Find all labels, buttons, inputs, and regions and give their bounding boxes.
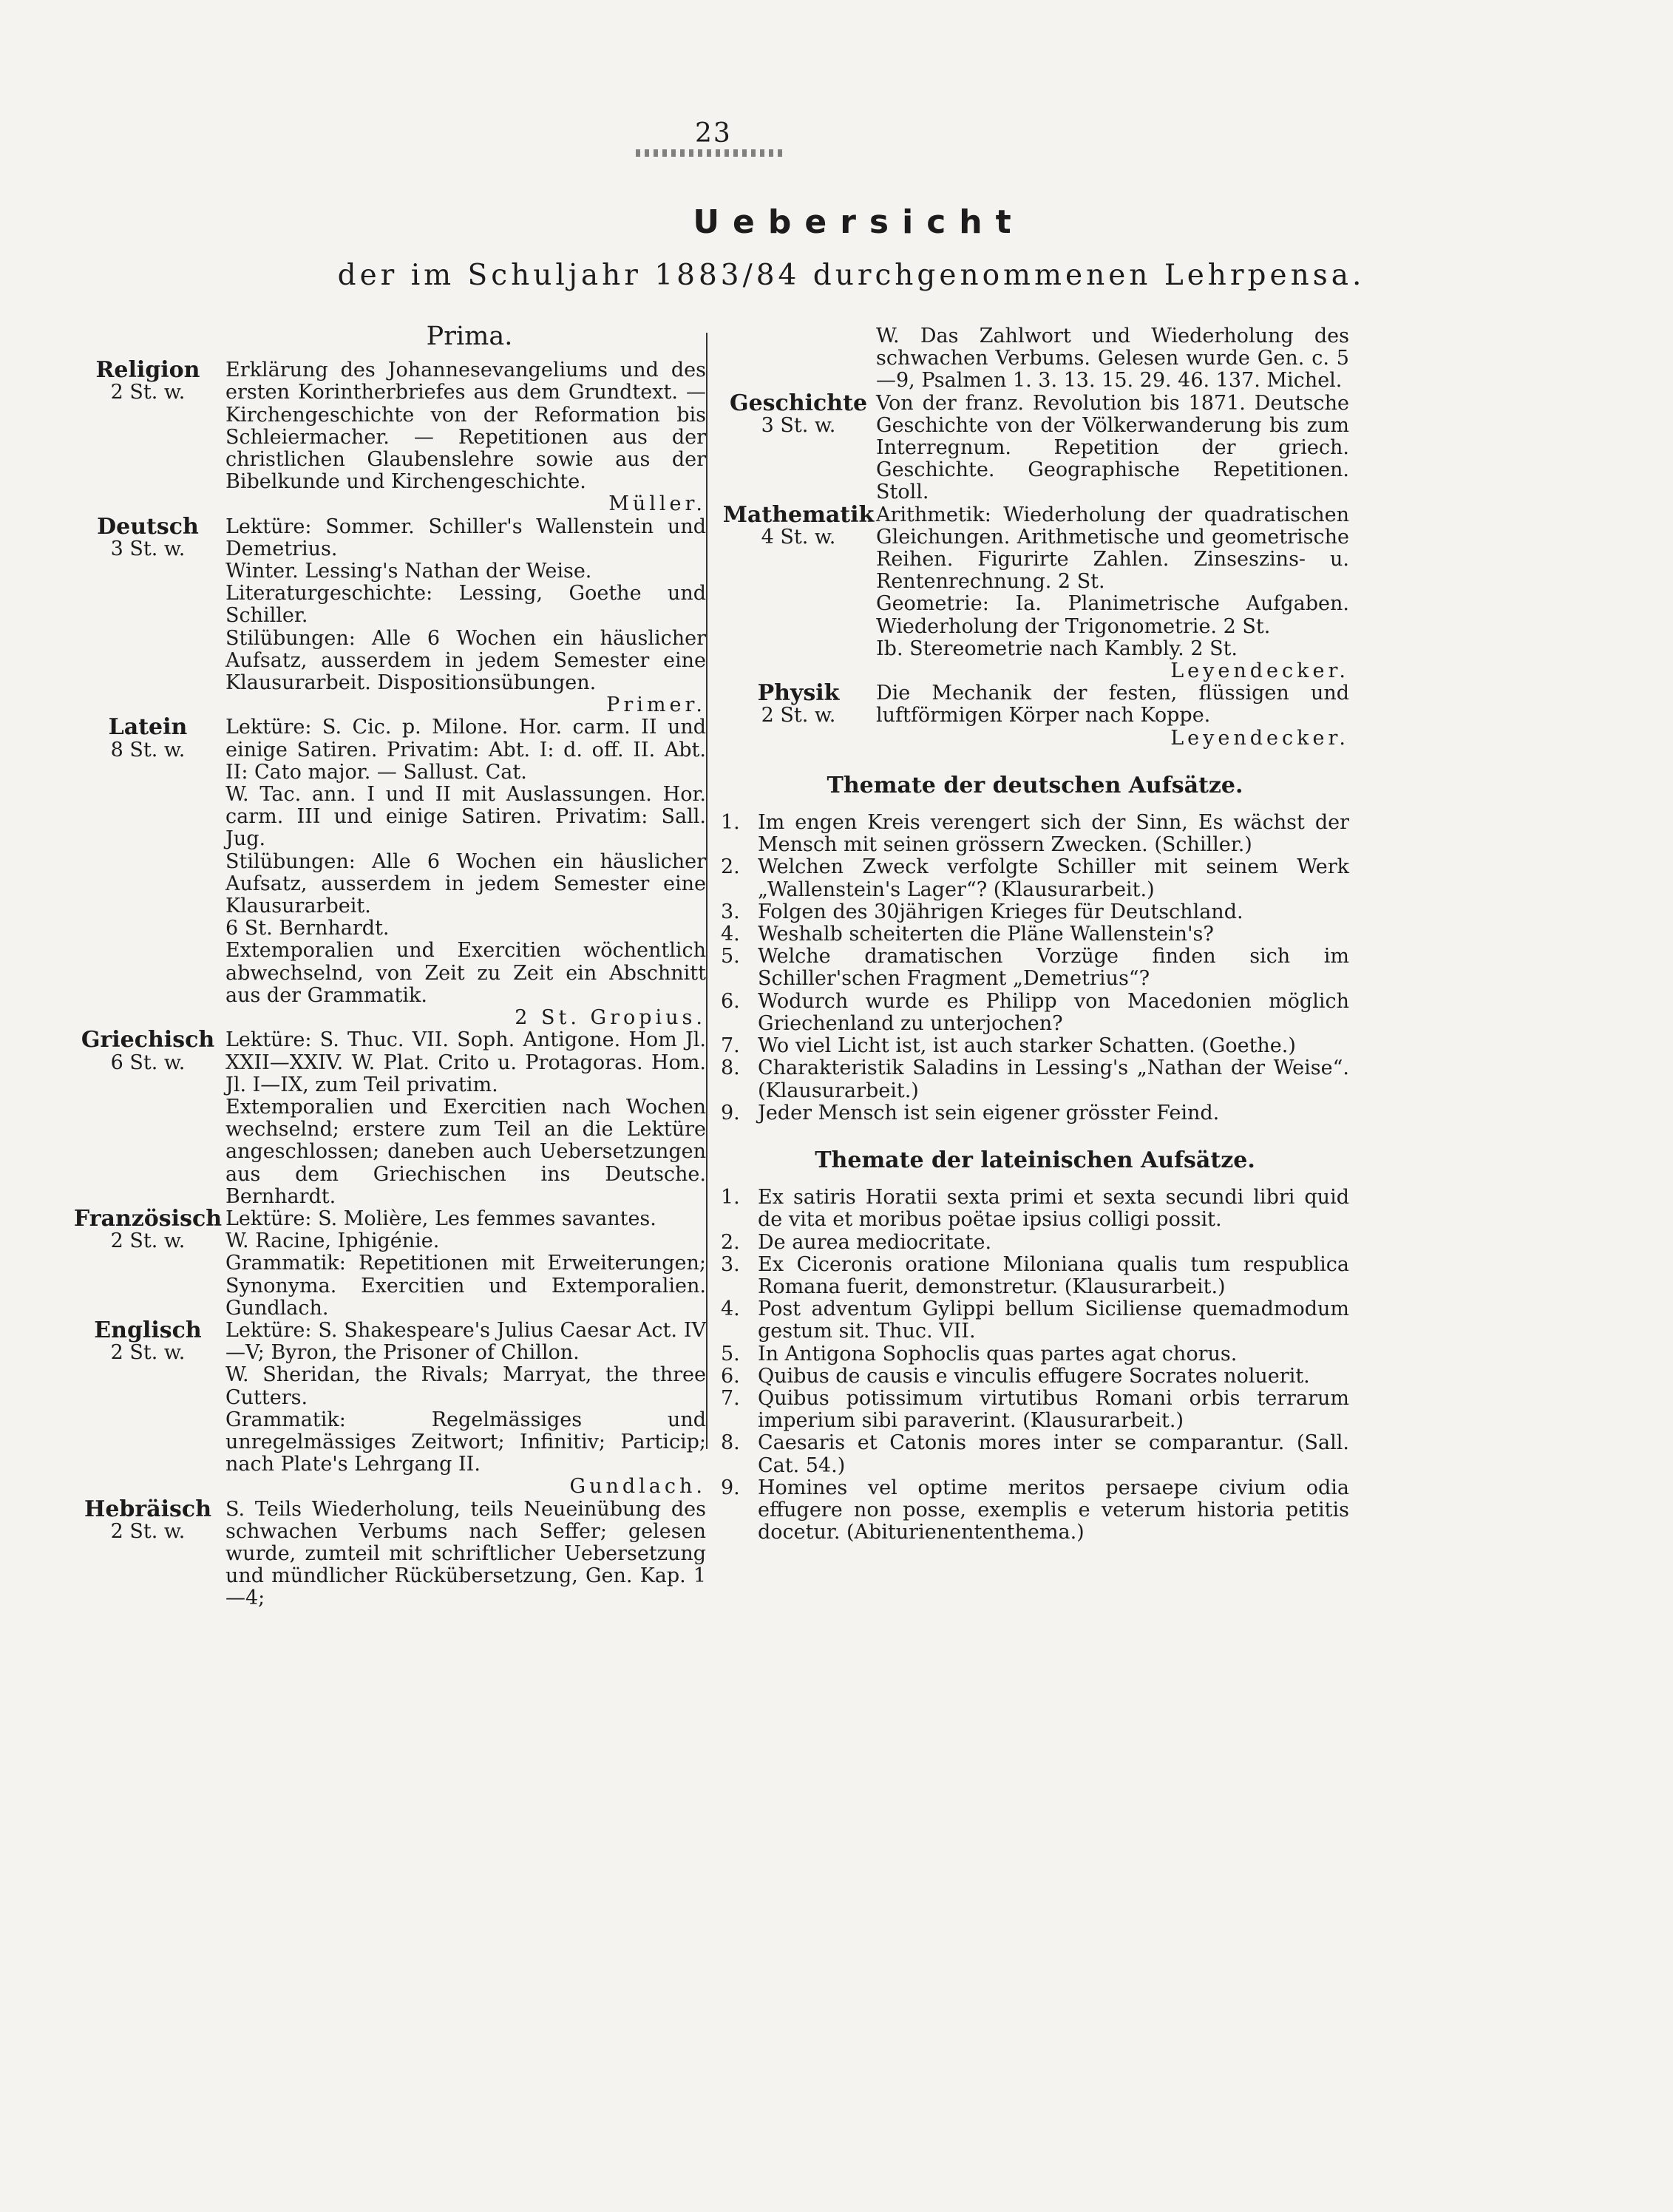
theme-item bbox=[721, 1432, 1349, 1476]
theme-text: In Antigona Sophoclis quas partes agat chorus. bbox=[758, 1342, 1238, 1365]
theme-item bbox=[721, 1232, 1349, 1254]
subject-entry bbox=[721, 390, 1349, 504]
teacher-name: Leyendecker. bbox=[1170, 726, 1349, 750]
left-column bbox=[70, 322, 706, 1610]
subject-line: Lektüre: S. Cic. p. Milone. Hor. carm. II und einige Satiren. Privatim: Abt. I: d. off. II. Abt. II: Cato major. — Sallust. Cat. bbox=[225, 716, 706, 784]
theme-text: Folgen des 30jährigen Krieges für Deutschland. bbox=[758, 900, 1243, 923]
theme-number: 6. bbox=[721, 989, 740, 1013]
subject-line: Stilübungen: Alle 6 Wochen ein häuslicher Aufsatz, ausserdem in jedem Semester eine Klausurarbeit. bbox=[225, 849, 706, 918]
subject-label bbox=[721, 325, 876, 393]
theme-number: 7. bbox=[721, 1386, 740, 1410]
subject-entry bbox=[70, 359, 706, 515]
subject-hours: 8 St. w. bbox=[110, 738, 186, 761]
subject-hours: 2 St. w. bbox=[761, 704, 836, 727]
theme-item bbox=[721, 1298, 1349, 1343]
subject-line: Lektüre: Sommer. Schiller's Wallenstein und Demetrius. bbox=[225, 515, 706, 560]
subject-line: W. Tac. ann. I und II mit Auslassungen. Hor. carm. III und einige Satiren. Privatim: Sall. Jug. bbox=[225, 783, 706, 851]
theme-number: 1. bbox=[721, 811, 740, 835]
subject-name: Mathematik bbox=[722, 501, 875, 528]
theme-item bbox=[721, 923, 1349, 946]
subject-label bbox=[70, 716, 225, 1029]
theme-number: 2. bbox=[721, 1230, 740, 1254]
subject-name: Hebräisch bbox=[84, 1496, 212, 1522]
subject-name: Geschichte bbox=[729, 390, 868, 416]
german-themes-list bbox=[721, 812, 1349, 1124]
subject-body bbox=[876, 682, 1349, 750]
theme-item bbox=[721, 1035, 1349, 1057]
subject-label bbox=[70, 1029, 225, 1208]
subject-body bbox=[225, 716, 706, 1029]
subject-line: Arithmetik: Wiederholung der quadratischen Gleichungen. Arithmetische und geometrische Reihen. Figurirte Zahlen. Zinseszins- u. Rentenrechnung. 2 St. bbox=[876, 503, 1349, 594]
teacher-name: Gundlach. bbox=[569, 1475, 706, 1499]
subject-entry bbox=[721, 325, 1349, 393]
theme-item bbox=[721, 1365, 1349, 1388]
theme-text: Charakteristik Saladins in Lessing's „Nathan der Weise“. (Klausurarbeit.) bbox=[758, 1056, 1349, 1102]
theme-text: Post adventum Gylippi bellum Siciliense quemadmodum gestum sit. Thuc. VII. bbox=[758, 1297, 1349, 1343]
subject-line: Die Mechanik der festen, flüssigen und luftförmigen Körper nach Koppe. bbox=[876, 682, 1349, 727]
theme-item bbox=[721, 856, 1349, 900]
latin-themes-list bbox=[721, 1187, 1349, 1544]
page-number-text: 23 bbox=[695, 118, 732, 149]
subject-body bbox=[225, 516, 706, 717]
subject-entry bbox=[721, 682, 1349, 750]
subject-name: Latein bbox=[108, 714, 188, 741]
subject-line: Extemporalien und Exercitien nach Wochen wechselnd; erstere zum Teil an die Lektüre angeschlossen; daneben auch Uebersetzungen aus dem Griechischen ins Deutsche. Bernhardt. bbox=[225, 1095, 706, 1208]
theme-number: 2. bbox=[721, 855, 740, 879]
subject-line: Grammatik: Repetitionen mit Erweiterungen; Synonyma. Exercitien und Extemporalien. Gundlach. bbox=[225, 1252, 706, 1320]
subject-entry bbox=[70, 1317, 706, 1499]
german-themes-heading: Themate der deutschen Aufsätze. bbox=[827, 772, 1243, 798]
subject-label bbox=[70, 359, 225, 515]
page-number-ornament bbox=[636, 149, 784, 157]
subject-label bbox=[70, 1496, 225, 1610]
theme-text: Caesaris et Catonis mores inter se comparantur. (Sall. Cat. 54.) bbox=[758, 1431, 1349, 1477]
subject-name: Englisch bbox=[94, 1317, 202, 1343]
theme-number: 8. bbox=[721, 1056, 740, 1080]
theme-number: 3. bbox=[721, 1252, 740, 1276]
subject-name: Deutsch bbox=[97, 513, 199, 540]
subject-name: Französisch bbox=[73, 1205, 223, 1232]
subject-line: W. Sheridan, the Rivals; Marryat, the three Cutters. bbox=[225, 1363, 706, 1409]
theme-text: Welche dramatischen Vorzüge finden sich im Schiller'schen Fragment „Demetrius“? bbox=[758, 945, 1349, 991]
subject-entry bbox=[70, 1029, 706, 1208]
subject-line: Literaturgeschichte: Lessing, Goethe und Schiller. bbox=[225, 582, 706, 628]
subject-hours: 6 St. w. bbox=[110, 1051, 186, 1074]
teacher-name: Leyendecker. bbox=[1170, 659, 1349, 683]
page-subtitle: der im Schuljahr 1883/84 durchgenommenen Lehrpensa. bbox=[337, 259, 1365, 292]
subject-body bbox=[876, 325, 1349, 393]
page-title: Uebersicht bbox=[693, 203, 1025, 241]
subject-line: Winter. Lessing's Nathan der Weise. bbox=[225, 560, 592, 583]
left-entries bbox=[70, 359, 706, 1609]
theme-item bbox=[721, 1057, 1349, 1102]
theme-number: 6. bbox=[721, 1364, 740, 1388]
column-divider bbox=[706, 333, 707, 1449]
subject-body bbox=[876, 504, 1349, 683]
subject-line: Lektüre: S. Thuc. VII. Soph. Antigone. Hom Jl. XXII—XXIV. W. Plat. Crito u. Protagoras. Hom. Jl. I—IX, zum Teil privatim. bbox=[225, 1028, 706, 1096]
subject-line: Von der franz. Revolution bis 1871. Deutsche Geschichte von der Völkerwanderung bis zum Interregnum. Repetition der griech. Geschichte. Geographische Repetitionen. Stoll. bbox=[876, 391, 1349, 504]
theme-number: 1. bbox=[721, 1186, 740, 1210]
subject-name: Religion bbox=[95, 357, 200, 384]
subject-line: Extemporalien und Exercitien wöchentlich abwechselnd, von Zeit zu Zeit ein Abschnitt aus der Grammatik. bbox=[225, 939, 706, 1007]
subject-label bbox=[721, 501, 876, 683]
theme-number: 5. bbox=[721, 945, 740, 968]
subject-line: Lektüre: S. Shakespeare's Julius Caesar Act. IV—V; Byron, the Prisoner of Chillon. bbox=[225, 1318, 706, 1365]
theme-text: Welchen Zweck verfolgte Schiller mit seinem Werk „Wallenstein's Lager“? (Klausurarbeit.) bbox=[758, 855, 1349, 901]
theme-text: Wodurch wurde es Philipp von Macedonien möglich Griechenland zu unterjochen? bbox=[758, 989, 1349, 1035]
theme-text: Quibus potissimum virtutibus Romani orbis terrarum imperium sibi paraverint. (Klausurarbeit.) bbox=[758, 1386, 1349, 1433]
theme-text: Wo viel Licht ist, ist auch starker Schatten. (Goethe.) bbox=[758, 1034, 1296, 1058]
theme-text: Jeder Mensch ist sein eigener grösster Feind. bbox=[758, 1101, 1220, 1124]
subject-label bbox=[70, 1317, 225, 1499]
theme-number: 4. bbox=[721, 1297, 740, 1321]
theme-item bbox=[721, 1102, 1349, 1124]
theme-item bbox=[721, 812, 1349, 856]
subject-hours: 2 St. w. bbox=[110, 1519, 186, 1543]
subject-line: Ib. Stereometrie nach Kambly. 2 St. bbox=[876, 637, 1238, 660]
teacher-name: Müller. bbox=[608, 492, 706, 516]
theme-number: 7. bbox=[721, 1034, 740, 1058]
latin-themes-heading: Themate der lateinischen Aufsätze. bbox=[815, 1147, 1255, 1173]
subject-entry bbox=[70, 1496, 706, 1610]
subject-entry bbox=[70, 1205, 706, 1320]
theme-text: Im engen Kreis verengert sich der Sinn, Es wächst der Mensch mit seinen grössern Zwecken. (Schiller.) bbox=[758, 811, 1349, 857]
theme-text: Ex Ciceronis oratione Miloniana qualis tum respublica Romana fuerit, demonstretur. (Klausurarbeit.) bbox=[758, 1252, 1349, 1298]
subject-line: Lektüre: S. Molière, Les femmes savantes. bbox=[225, 1207, 656, 1230]
subject-line: S. Teils Wiederholung, teils Neueinübung des schwachen Verbums nach Seffer; gelesen wurde, zumteil mit schriftlicher Uebersetzung und mündlicher Rückübersetzung, Gen. Kap. 1—4; bbox=[225, 1497, 706, 1610]
subject-line: W. Racine, Iphigénie. bbox=[225, 1229, 440, 1253]
subject-hours: 2 St. w. bbox=[110, 1341, 186, 1365]
subject-line: Geometrie: Ia. Planimetrische Aufgaben. Wiederholung der Trigonometrie. 2 St. bbox=[876, 592, 1349, 638]
theme-number: 9. bbox=[721, 1476, 740, 1499]
right-entries bbox=[721, 325, 1349, 750]
theme-item bbox=[721, 991, 1349, 1035]
subject-body bbox=[225, 359, 706, 515]
section-heading: Prima. bbox=[426, 322, 513, 351]
subject-label bbox=[721, 682, 876, 750]
teacher-name: 2 St. Gropius. bbox=[515, 1006, 706, 1030]
subject-name: Physik bbox=[757, 680, 840, 707]
theme-item bbox=[721, 1254, 1349, 1298]
theme-item bbox=[721, 1187, 1349, 1231]
subject-hours: 2 St. w. bbox=[110, 1229, 186, 1253]
theme-text: De aurea mediocritate. bbox=[758, 1230, 992, 1254]
theme-text: Weshalb scheiterten die Pläne Wallenstein's? bbox=[758, 923, 1214, 946]
theme-item bbox=[721, 901, 1349, 923]
subject-body bbox=[876, 393, 1349, 504]
theme-text: Ex satiris Horatii sexta primi et sexta secundi libri quid de vita et moribus poëtae ipsius colligi possit. bbox=[758, 1186, 1349, 1232]
theme-number: 9. bbox=[721, 1101, 740, 1124]
theme-item bbox=[721, 1388, 1349, 1432]
subject-body bbox=[225, 1499, 706, 1610]
subject-hours: 3 St. w. bbox=[761, 413, 836, 437]
teacher-name: Primer. bbox=[606, 693, 706, 717]
subject-body bbox=[225, 1208, 706, 1320]
right-column bbox=[721, 325, 1349, 1544]
subject-hours: 4 St. w. bbox=[761, 525, 836, 549]
theme-item bbox=[721, 946, 1349, 990]
subject-label bbox=[721, 390, 876, 504]
subject-line: W. Das Zahlwort und Wiederholung des schwachen Verbums. Gelesen wurde Gen. c. 5—9, Psalmen 1. 3. 13. 15. 29. 46. 137. Michel. bbox=[876, 325, 1349, 393]
theme-number: 3. bbox=[721, 900, 740, 923]
subject-line: 6 St. Bernhardt. bbox=[225, 917, 390, 940]
theme-number: 4. bbox=[721, 923, 740, 946]
theme-item bbox=[721, 1477, 1349, 1544]
subject-label bbox=[70, 1205, 225, 1320]
subject-hours: 2 St. w. bbox=[110, 381, 186, 404]
theme-item bbox=[721, 1343, 1349, 1365]
subject-line: Erklärung des Johannesevangeliums und des ersten Korintherbriefes aus dem Grundtext. — Kirchengeschichte von der Reformation bis Schleiermacher. — Repetitionen aus der christlichen Glaubenslehre sowie aus der Bibelkunde und Kirchengeschichte. bbox=[225, 359, 706, 494]
subject-body bbox=[225, 1320, 706, 1499]
theme-text: Quibus de causis e vinculis effugere Socrates noluerit. bbox=[758, 1364, 1310, 1388]
theme-number: 5. bbox=[721, 1342, 740, 1365]
subject-entry bbox=[70, 513, 706, 717]
subject-hours: 3 St. w. bbox=[110, 537, 186, 560]
subject-body bbox=[225, 1029, 706, 1208]
subject-line: Grammatik: Regelmässiges und unregelmässiges Zeitwort; Infinitiv; Particip; nach Plate's Lehrgang II. bbox=[225, 1408, 706, 1476]
subject-entry bbox=[70, 716, 706, 1029]
subject-line: Stilübungen: Alle 6 Wochen ein häuslicher Aufsatz, ausserdem in jedem Semester eine Klausurarbeit. Dispositionsübungen. bbox=[225, 626, 706, 695]
subject-entry bbox=[721, 501, 1349, 683]
theme-text: Homines vel optime meritos persaepe civium odia effugere non posse, exemplis e veterum historia petitis docetur. (Abiturienententhema.) bbox=[758, 1476, 1349, 1544]
theme-number: 8. bbox=[721, 1431, 740, 1455]
subject-label bbox=[70, 513, 225, 717]
subject-name: Griechisch bbox=[81, 1027, 215, 1054]
